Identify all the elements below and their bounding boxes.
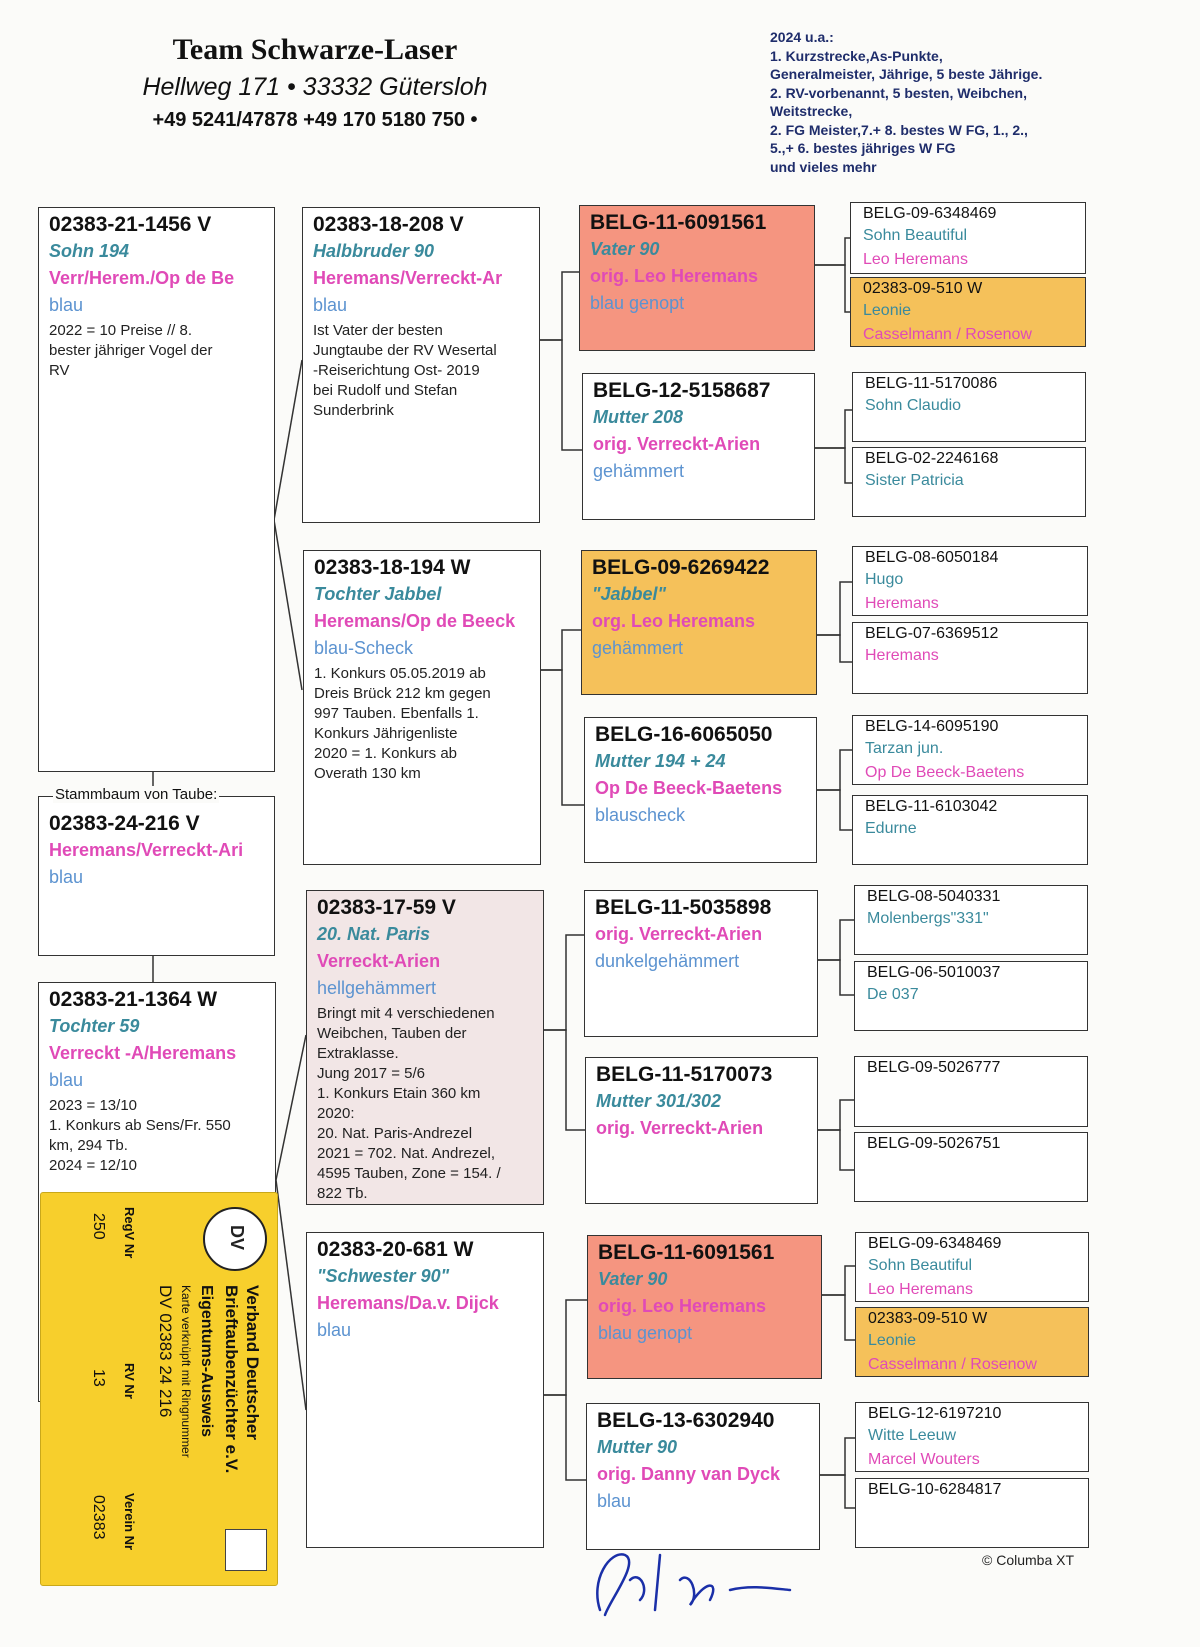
breeder: Leo Heremans <box>863 251 968 268</box>
ring-number: 02383-17-59 V <box>317 896 456 919</box>
breeder: Op De Beeck-Baetens <box>865 764 1025 781</box>
great-grandparent-card <box>582 373 815 520</box>
ring-number: 02383-21-1456 V <box>49 213 212 236</box>
ring-number: BELG-12-5158687 <box>593 379 771 402</box>
plumage-color: blau <box>49 1070 84 1090</box>
pigeon-name: Leonie <box>868 1332 917 1349</box>
plumage-color: gehämmert <box>593 461 685 481</box>
ring-number: BELG-06-5010037 <box>867 964 1001 981</box>
pigeon-name: Sohn Beautiful <box>863 227 968 244</box>
phone: +49 5241/47878 +49 170 5180 750 • <box>152 109 478 131</box>
breeder: Verr/Herem./Op de Be <box>49 268 235 288</box>
plumage-color: dunkelgehämmert <box>595 951 740 971</box>
ring-number: BELG-08-6050184 <box>865 549 999 566</box>
plumage-color: hellgehämmert <box>317 978 437 998</box>
breeder: orig. Verreckt-Arien <box>595 924 763 944</box>
note-line: 997 Tauben. Ebenfalls 1. <box>314 705 479 722</box>
subject-card <box>38 786 275 956</box>
ring-number: BELG-11-6103042 <box>865 798 998 815</box>
card-regv-value: 250 <box>90 1213 107 1240</box>
ancestor-card <box>852 546 1088 616</box>
pigeon-name: Tochter 59 <box>49 1016 140 1036</box>
ancestor-card <box>854 885 1088 955</box>
ancestor-card <box>855 1232 1089 1302</box>
card-title: Eigentums-Ausweis <box>198 1285 215 1438</box>
plumage-color: blau <box>317 1320 352 1340</box>
note-line: Weibchen, Tauben der <box>317 1025 467 1042</box>
ancestor-card <box>852 795 1088 865</box>
card-org-line2: Brieftaubenzüchter e.V. <box>222 1285 241 1474</box>
note-line: Extraklasse. <box>317 1045 399 1062</box>
plumage-color: blau <box>597 1491 632 1511</box>
grandparent-card <box>303 550 541 865</box>
ring-number: BELG-09-6348469 <box>863 205 997 222</box>
note-line: bester jähriger Vogel der <box>49 342 213 359</box>
breeder: Op De Beeck-Baetens <box>595 778 783 798</box>
ancestor-card <box>855 1307 1089 1377</box>
ring-number: 02383-20-681 W <box>317 1238 474 1261</box>
copyright: © Columba XT <box>982 1552 1075 1568</box>
pigeon-name: Sohn Beautiful <box>868 1257 973 1274</box>
achievement-line: 2. FG Meister,7.+ 8. bestes W FG, 1., 2., <box>770 121 1028 138</box>
grandparent-card <box>302 207 540 523</box>
pigeon-emblem-icon <box>225 1529 267 1571</box>
pigeon-name: Vater 90 <box>598 1269 668 1289</box>
pigeon-name: Witte Leeuw <box>868 1427 957 1444</box>
ancestor-card <box>852 372 1086 442</box>
plumage-color: blau-Scheck <box>314 638 414 658</box>
notes <box>314 664 530 784</box>
pigeon-name: Edurne <box>865 820 917 837</box>
card-rv-label: RV Nr <box>122 1363 137 1399</box>
breeder: Heremans <box>865 595 939 612</box>
ring-number: BELG-09-5026751 <box>867 1135 1001 1152</box>
ring-number: BELG-11-5170086 <box>865 375 998 392</box>
ring-number: BELG-11-5170073 <box>596 1063 773 1086</box>
ring-number: 02383-18-194 W <box>314 556 471 579</box>
plumage-color: blau genopt <box>598 1323 693 1343</box>
card-rv-value: 13 <box>90 1369 107 1387</box>
great-grandparent-card <box>584 890 818 1037</box>
ring-number: BELG-11-6091561 <box>590 211 767 234</box>
ring-number: 02383-09-510 W <box>868 1310 988 1327</box>
notes <box>49 1096 265 1176</box>
great-grandparent-card <box>584 717 817 863</box>
breeder: Heremans/Op de Beeck <box>314 611 516 631</box>
card-verein-label: Verein Nr <box>122 1493 137 1551</box>
plumage-color: blau <box>49 295 84 315</box>
pigeon-name: "Schwester 90" <box>317 1266 450 1286</box>
father-card <box>38 207 275 772</box>
great-grandparent-card <box>581 550 817 695</box>
note-line: -Reiserichtung Ost- 2019 <box>313 362 480 379</box>
breeder: orig. Verreckt-Arien <box>593 434 761 454</box>
page-title: Team Schwarze-Laser <box>172 33 458 66</box>
breeder: Casselmann / Rosenow <box>863 326 1032 343</box>
pigeon-name: Tochter Jabbel <box>314 584 442 604</box>
note-line: 2020: <box>317 1105 355 1122</box>
achievement-line: und vieles mehr <box>770 158 877 175</box>
ownership-card <box>40 1192 278 1586</box>
breeder: Marcel Wouters <box>868 1451 980 1468</box>
pigeon-name: De 037 <box>867 986 919 1003</box>
dv-logo-icon: DV <box>203 1207 267 1271</box>
ring-number: BELG-10-6284817 <box>868 1481 1002 1498</box>
pigeon-name: Halbbruder 90 <box>313 241 435 261</box>
card-verein-value: 02383 <box>90 1495 107 1540</box>
note-line: 2022 = 10 Preise // 8. <box>49 322 193 339</box>
ring-number: BELG-12-6197210 <box>868 1405 1002 1422</box>
breeder: Heremans/Da.v. Dijck <box>317 1293 499 1313</box>
plumage-color: blau <box>49 867 84 887</box>
note-line: Dreis Brück 212 km gegen <box>314 685 491 702</box>
breeder: Heremans/Verreckt-Ari <box>49 840 244 860</box>
ancestor-card <box>854 961 1088 1031</box>
ancestor-card <box>850 202 1086 274</box>
note-line: 2024 = 12/10 <box>49 1157 138 1174</box>
note-line: 2021 = 702. Nat. Andrezel, <box>317 1145 496 1162</box>
ring-number: 02383-21-1364 W <box>49 988 218 1011</box>
pigeon-name: Mutter 194 + 24 <box>595 751 726 771</box>
plumage-color: blau genopt <box>590 293 685 313</box>
achievement-line: Generalmeister, Jährige, 5 beste Jährige. <box>770 66 1043 82</box>
great-grandparent-card <box>586 1403 820 1550</box>
note-line: Jungtaube der RV Wesertal <box>313 342 497 359</box>
ring-number: BELG-08-5040331 <box>867 888 1001 905</box>
ring-number: 02383-09-510 W <box>863 280 983 297</box>
pigeon-name: Tarzan jun. <box>865 740 944 757</box>
ancestor-card <box>855 1478 1089 1548</box>
ring-number: BELG-09-6348469 <box>868 1235 1002 1252</box>
pigeon-name: Sister Patricia <box>865 472 964 489</box>
achievement-line: 2. RV-vorbenannt, 5 besten, Weibchen, <box>770 84 1027 101</box>
notes <box>49 321 264 381</box>
ancestor-card <box>854 1132 1088 1202</box>
breeder: orig. Leo Heremans <box>598 1296 767 1316</box>
breeder: orig. Leo Heremans <box>590 266 759 286</box>
note-line: Overath 130 km <box>314 765 421 782</box>
plumage-color: gehämmert <box>592 638 684 658</box>
pigeon-name: Mutter 208 <box>593 407 684 427</box>
note-line: 1. Konkurs Etain 360 km <box>317 1085 481 1102</box>
ancestor-card <box>852 622 1088 694</box>
ring-number: BELG-16-6065050 <box>595 723 773 746</box>
note-line: 1. Konkurs ab Sens/Fr. 550 <box>49 1117 231 1134</box>
ring-number: BELG-11-6091561 <box>598 1241 775 1264</box>
note-line: 4595 Tauben, Zone = 154. / <box>317 1165 501 1182</box>
card-subtitle: Karte verknüpft mit Ringnummer <box>179 1285 193 1458</box>
achievement-line: Weitstrecke, <box>770 103 853 119</box>
ring-number: BELG-07-6369512 <box>865 625 999 642</box>
note-line: RV <box>49 362 70 379</box>
great-grandparent-card <box>587 1235 822 1379</box>
ring-number: BELG-13-6302940 <box>597 1409 775 1432</box>
great-grandparent-card <box>579 205 815 351</box>
pigeon-name: Mutter 301/302 <box>596 1091 722 1111</box>
breeder: Heremans/Verreckt-Ar <box>313 268 503 288</box>
ancestor-card <box>854 1056 1088 1127</box>
ring-number: BELG-11-5035898 <box>595 896 772 919</box>
note-line: Bringt mit 4 verschiedenen <box>317 1005 495 1022</box>
breeder: org. Leo Heremans <box>592 611 756 631</box>
address: Hellweg 171 • 33332 Gütersloh <box>142 73 488 101</box>
note-line: 20. Nat. Paris-Andrezel <box>317 1125 473 1142</box>
note-line: bei Rudolf und Stefan <box>313 382 458 399</box>
grandparent-card <box>306 890 544 1205</box>
ancestor-card <box>850 277 1086 347</box>
breeder: Heremans <box>865 647 939 664</box>
pigeon-name: Vater 90 <box>590 239 660 259</box>
pigeon-name: 20. Nat. Paris <box>317 924 431 944</box>
great-grandparent-card <box>585 1057 818 1204</box>
subject-label: Stammbaum von Taube: <box>55 786 218 803</box>
pigeon-name: Sohn 194 <box>49 241 130 261</box>
achievement-line: 2024 u.a.: <box>770 29 834 45</box>
pigeon-name: Hugo <box>865 571 904 588</box>
ring-number: BELG-02-2246168 <box>865 450 999 467</box>
note-line: Ist Vater der besten <box>313 322 443 339</box>
note-line: 2020 = 1. Konkurs ab <box>314 745 458 762</box>
notes <box>313 321 529 421</box>
card-regv-label: RegV Nr <box>122 1207 137 1259</box>
pigeon-name: Sohn Claudio <box>865 397 962 414</box>
ring-number: BELG-09-6269422 <box>592 556 770 579</box>
note-line: 1. Konkurs 05.05.2019 ab <box>314 665 486 682</box>
breeder: Verreckt -A/Heremans <box>49 1043 237 1063</box>
breeder: Leo Heremans <box>868 1281 973 1298</box>
signature <box>570 1540 810 1630</box>
pigeon-name: Leonie <box>863 302 912 319</box>
note-line: Sunderbrink <box>313 402 394 419</box>
grandparent-card <box>306 1232 544 1548</box>
achievement-line: 5.,+ 6. bestes jähriges W FG <box>770 140 956 156</box>
pigeon-name: Mutter 90 <box>597 1437 678 1457</box>
breeder: orig. Verreckt-Arien <box>596 1118 764 1138</box>
plumage-color: blauscheck <box>595 805 686 825</box>
note-line: Konkurs Jährigenliste <box>314 725 458 742</box>
pigeon-name: "Jabbel" <box>592 584 667 604</box>
ancestor-card <box>855 1402 1089 1472</box>
breeder: Casselmann / Rosenow <box>868 1356 1037 1373</box>
ring-number: 02383-24-216 V <box>49 812 200 835</box>
breeder: orig. Danny van Dyck <box>597 1464 781 1484</box>
notes <box>317 1004 533 1204</box>
note-line: 2023 = 13/10 <box>49 1097 138 1114</box>
card-org-line1: Verband Deutscher <box>243 1285 262 1440</box>
ancestor-card <box>852 447 1086 517</box>
pigeon-name: Molenbergs"331" <box>867 910 989 927</box>
note-line: km, 294 Tb. <box>49 1137 128 1154</box>
note-line: 822 Tb. <box>317 1185 368 1202</box>
note-line: Jung 2017 = 5/6 <box>317 1065 426 1082</box>
ring-number: 02383-18-208 V <box>313 213 464 236</box>
achievement-line: 1. Kurzstrecke,As-Punkte, <box>770 47 943 64</box>
ring-number: BELG-09-5026777 <box>867 1059 1001 1076</box>
plumage-color: blau <box>313 295 348 315</box>
ring-number: BELG-14-6095190 <box>865 718 999 735</box>
card-ring: DV 02383 24 216 <box>156 1285 175 1418</box>
ancestor-card <box>852 715 1088 785</box>
breeder: Verreckt-Arien <box>317 951 441 971</box>
